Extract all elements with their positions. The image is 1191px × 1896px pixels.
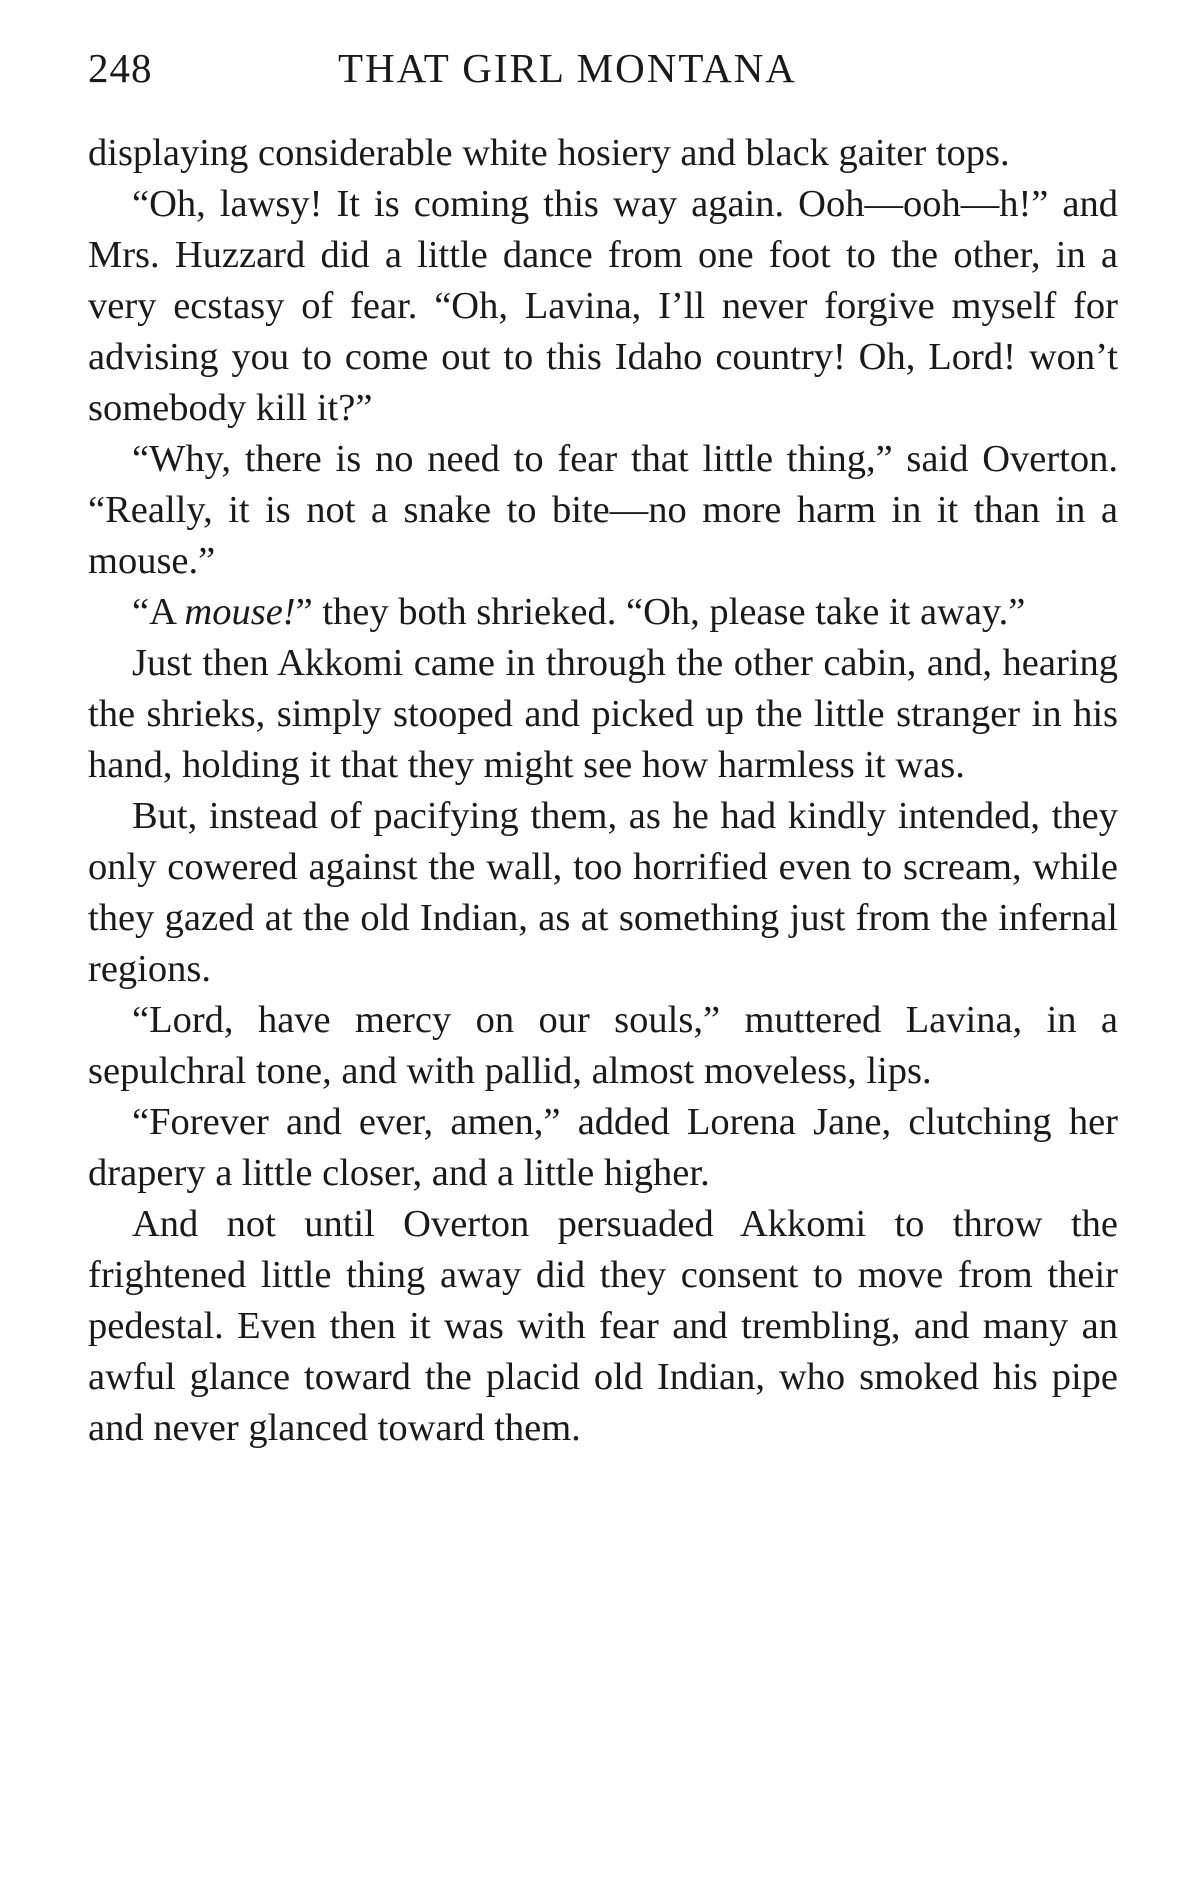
paragraph-6: But, instead of pacifying them, as he had kindly intended, they only cowered against the wall, too horrified even to scream, while they gazed at the old Indian, as at something just from the infernal regions. [88,795,1118,990]
paragraph-8: “Forever and ever, amen,” added Lorena Jane, clutching her drapery a little closer, and a little higher. [88,1101,1118,1194]
paragraph-4-tail: ” they both shrieked. “Oh, please take it away.” [295,591,1026,633]
paragraph-9: And not until Overton persuaded Akkomi to throw the frightened little thing away did they consent to move from their pedestal. Even then it was with fear and trembling, and many an awful glance toward the placid old Indian, who smoked his pipe and never glanced toward them. [88,1203,1118,1449]
paragraph-4-emphasis: mouse! [184,591,296,633]
running-title: THAT GIRL MONTANA [338,45,797,91]
body-text [88,128,1118,1454]
paragraph-1: displaying considerable white hosiery and black gaiter tops. [88,132,1010,174]
paragraph-4-lead: “A [132,591,185,633]
paragraph-7: “Lord, have mercy on our souls,” muttered Lavina, in a sepulchral tone, and with pallid, almost moveless, lips. [88,999,1118,1092]
paragraph-4 [88,587,1118,638]
paragraph-3: “Why, there is no need to fear that little thing,” said Overton. “Really, it is not a snake to bite—no more harm in it than in a mouse.” [88,438,1118,582]
paragraph-2: “Oh, lawsy! It is coming this way again. Ooh—ooh—h!” and Mrs. Huzzard did a little dance from one foot to the other, in a very ecstasy of fear. “Oh, Lavina, I’ll never forgive myself for advising you to come out to this Idaho country! Oh, Lord! won’t somebody kill it?” [88,183,1118,429]
running-head [88,38,1118,98]
paragraph-5: Just then Akkomi came in through the other cabin, and, hearing the shrieks, simply stooped and picked up the little stranger in his hand, holding it that they might see how harmless it was. [88,642,1118,786]
page-number: 248 [88,45,153,91]
